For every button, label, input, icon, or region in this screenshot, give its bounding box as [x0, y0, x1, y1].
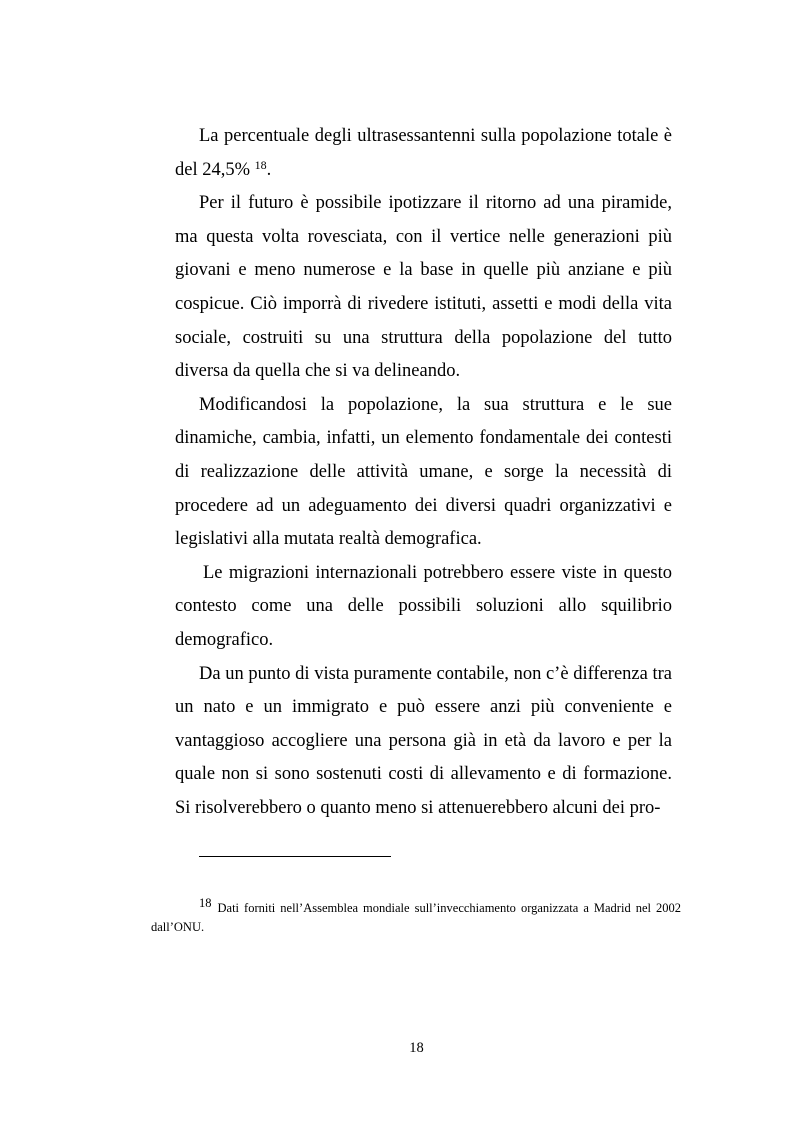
footnote-separator: [199, 856, 391, 857]
footnote-reference: 18: [254, 157, 267, 172]
paragraph-2: Per il futuro è possibile ipotizzare il ritorno ad una piramide, ma questa volta rovesciata, con il vertice nelle generazioni più giovani e meno numerose e la base in quelle più anziane e più cospicue. Ciò imporrà di rivedere istituti, assetti e modi della vita sociale, costruiti su una struttura della popolazione del tutto diversa da quella che si va delineando.: [175, 193, 672, 382]
footnote-number: 18: [199, 896, 212, 910]
page-number: 18: [409, 1040, 424, 1056]
paragraph-4: Le migrazioni internazionali potrebbero essere viste in questo contesto come una delle possibili soluzioni allo squilibrio demografico.: [175, 562, 672, 650]
paragraph-5: Da un punto di vista puramente contabile, non c’è differenza tra un nato e un immigrato e può essere anzi più conveniente e vantaggioso accogliere una persona già in età da lavoro e per la quale non si sono sostenuti costi di allevamento e di formazione. Si risolverebbero o quanto meno si attenuerebbero alcuni dei pro-: [175, 663, 672, 818]
paragraph-1-tail: .: [266, 159, 272, 180]
body-text: [175, 120, 672, 825]
paragraph-1-text: La percentuale degli ultrasessantenni sulla popolazione totale è del 24,5%: [175, 126, 672, 180]
paragraph-3: Modificandosi la popolazione, la sua struttura e le sue dinamiche, cambia, infatti, un elemento fondamentale dei contesti di realizzazione delle attività umane, e sorge la necessità di procedere ad un adeguamento dei diversi quadri organizzativi e legislativi alla mutata realtà demografica.: [175, 394, 672, 550]
footnote: [151, 896, 681, 937]
paragraph-1: [175, 120, 672, 187]
footnote-text: Dati forniti nell’Assemblea mondiale sull’invecchiamento organizzata a Madrid nel 2002 dall’ONU.: [151, 901, 681, 934]
